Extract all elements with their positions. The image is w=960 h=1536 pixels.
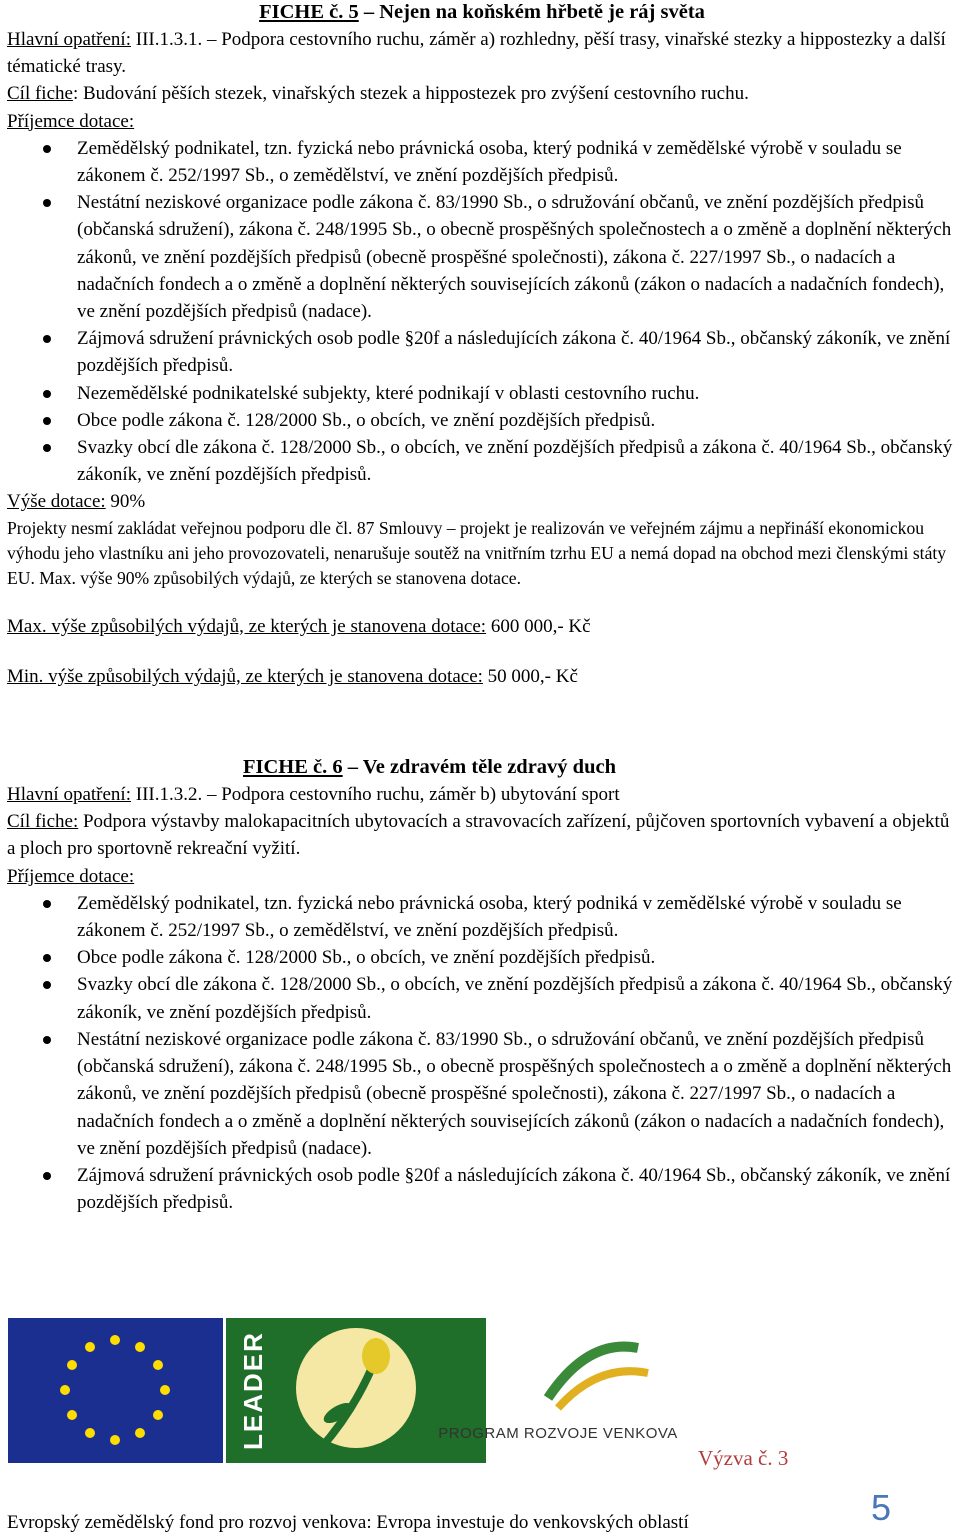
fiche6-cil — [7, 808, 957, 862]
fiche5-vyse-value: 90% — [105, 491, 146, 513]
document-page — [7, 0, 957, 1216]
eu-flag-logo — [8, 1318, 223, 1463]
leader-logo-text: LEADER — [238, 1331, 268, 1450]
fiche5-hlavni-opatreni — [7, 26, 957, 80]
list-item: Nestátní neziskové organizace podle zákona č. 83/1990 Sb., o sdružování občanů, ve znění pozdějších předpisů (občanská sdružení), zákona č. 248/1995 Sb., o obecně prospěšných společnostech a o změně a doplnění některých zákonů, ve znění pozdějších předpisů (obecně prospěšné společnosti), zákona č. 227/1997 Sb., o nadacích a nadačních fondech a o změně a doplnění některých souvisejících zákonů (zákon o nadacích a nadačních fondech), ve znění pozdějších předpisů (nadace). — [7, 189, 957, 325]
fiche5-title-text: Nejen na koňském hřbetě je ráj světa — [379, 1, 705, 23]
list-item: Svazky obcí dle zákona č. 128/2000 Sb., o obcích, ve znění pozdějších předpisů a zákona č. 40/1964 Sb., občanský zákoník, ve znění pozdějších předpisů. — [7, 971, 957, 1025]
list-item: Zájmová sdružení právnických osob podle §20f a následujících zákona č. 40/1964 Sb., občanský zákoník, ve znění pozdějších předpisů. — [7, 325, 957, 379]
fiche5-vyse-dotace — [7, 488, 957, 515]
list-item: Obce podle zákona č. 128/2000 Sb., o obcích, ve znění pozdějších předpisů. — [7, 407, 957, 434]
fiche6-prijemce-label: Příjemce dotace: — [7, 865, 135, 887]
prv-logo-text: PROGRAM ROZVOJE VENKOVA — [438, 1425, 678, 1442]
prv-emblem-icon — [488, 1318, 688, 1418]
fiche6-title — [243, 754, 957, 781]
fiche6-title-text: Ve zdravém těle zdravý duch — [362, 756, 616, 779]
fiche5-max-vydaje — [7, 613, 957, 640]
fiche5-cil-text: : Budování pěších stezek, vinařských stezek a hippostezek pro zvýšení cestovního ruchu. — [72, 83, 749, 105]
fiche5-min-vydaje — [7, 663, 957, 690]
fiche5-min-value: 50 000,- Kč — [482, 665, 578, 687]
fiche5-title-sep: – — [358, 1, 380, 23]
list-item: Svazky obcí dle zákona č. 128/2000 Sb., o obcích, ve znění pozdějších předpisů a zákona č. 40/1964 Sb., občanský zákoník, ve znění pozdějších předpisů. — [7, 434, 957, 488]
fiche5-projekty-text: Projekty nesmí zakládat veřejnou podporu dle čl. 87 Smlouvy – projekt je realizován ve veřejném zájmu a nepřináší ekonomickou výhodu jeho vlastníku ani jeho provozovateli, nenarušuje soutěž na vnitřním tzrhu EU a nemá dopad na obchod mezi členskými státy EU. Max. výše 90% způsobilých výdajů, ze kterých se stanovena dotace. — [7, 517, 947, 588]
fiche5-prijemce-label: Příjemce dotace: — [7, 110, 135, 132]
fiche5-title — [7, 0, 957, 26]
list-item: Nezemědělské podnikatelské subjekty, které podnikají v oblasti cestovního ruchu. — [7, 380, 957, 407]
list-item: Zemědělský podnikatel, tzn. fyzická nebo právnická osoba, který podniká v zemědělské výrobě v souladu se zákonem č. 252/1997 Sb., o zemědělství, ve znění pozdějších předpisů. — [7, 890, 957, 944]
page-number: 5 — [871, 1487, 892, 1528]
fiche5-cil — [7, 80, 957, 107]
fiche6-cil-text: Podpora výstavby malokapacitních ubytovacích a stravovacích zařízení, půjčoven sportovních vybavení a objektů a ploch pro sportovně rekreační vyžití. — [7, 811, 950, 860]
fiche6-hlavni-label: Hlavní opatření: — [7, 784, 131, 806]
list-item: Zemědělský podnikatel, tzn. fyzická nebo právnická osoba, který podniká v zemědělské výrobě v souladu se zákonem č. 252/1997 Sb., o zemědělství, ve znění pozdějších předpisů. — [7, 135, 957, 189]
fiche5-max-label: Max. výše způsobilých výdajů, ze kterých je stanovena dotace: — [7, 615, 487, 637]
fiche6-cil-label: Cíl fiche: — [7, 811, 79, 833]
fiche5-prijemci-list — [7, 135, 957, 489]
fiche6-title-number: FICHE č. 6 — [243, 756, 343, 779]
fiche5-max-value: 600 000,- Kč — [486, 615, 591, 637]
fiche6-prijemci-list — [7, 890, 957, 1216]
fiche6-hlavni-text: III.1.3.2. – Podpora cestovního ruchu, záměr b) ubytování sport — [131, 784, 620, 806]
footer-text: Evropský zemědělský fond pro rozvoj venkova: Evropa investuje do venkovských oblastí — [7, 1512, 689, 1533]
program-rozvoje-venkova-logo — [438, 1318, 688, 1463]
fiche5-cil-label: Cíl fiche — [7, 83, 73, 105]
fiche5-min-label: Min. výše způsobilých výdajů, ze kterých je stanovena dotace: — [7, 665, 483, 687]
fiche6-hlavni-opatreni — [7, 781, 957, 808]
logos-strip — [8, 1318, 788, 1470]
fiche5-hlavni-text: III.1.3.1. – Podpora cestovního ruchu, záměr a) rozhledny, pěší trasy, vinařské stezky a hippostezky a další tématické trasy. — [7, 29, 946, 78]
list-item: Nestátní neziskové organizace podle zákona č. 83/1990 Sb., o sdružování občanů, ve znění pozdějších předpisů (občanská sdružení), zákona č. 248/1995 Sb., o obecně prospěšných společnostech a o změně a doplnění některých zákonů, ve znění pozdějších předpisů (obecně prospěšné společnosti), zákona č. 227/1997 Sb., o nadacích a nadačních fondech a o změně a doplnění některých souvisejících zákonů (zákon o nadacích a nadačních fondech), ve znění pozdějších předpisů (nadace). — [7, 1026, 957, 1162]
vyzva-label: Výzva č. 3 — [698, 1446, 789, 1470]
fiche5-vyse-label: Výše dotace: — [7, 491, 106, 513]
fiche6-title-sep: – — [342, 756, 363, 779]
fiche5-title-number: FICHE č. 5 — [259, 1, 359, 23]
list-item: Zájmová sdružení právnických osob podle §20f a následujících zákona č. 40/1964 Sb., občanský zákoník, ve znění pozdějších předpisů. — [7, 1162, 957, 1216]
eu-stars-icon — [8, 1318, 223, 1463]
fiche5-hlavni-label: Hlavní opatření: — [7, 29, 131, 50]
list-item: Obce podle zákona č. 128/2000 Sb., o obcích, ve znění pozdějších předpisů. — [7, 944, 957, 971]
